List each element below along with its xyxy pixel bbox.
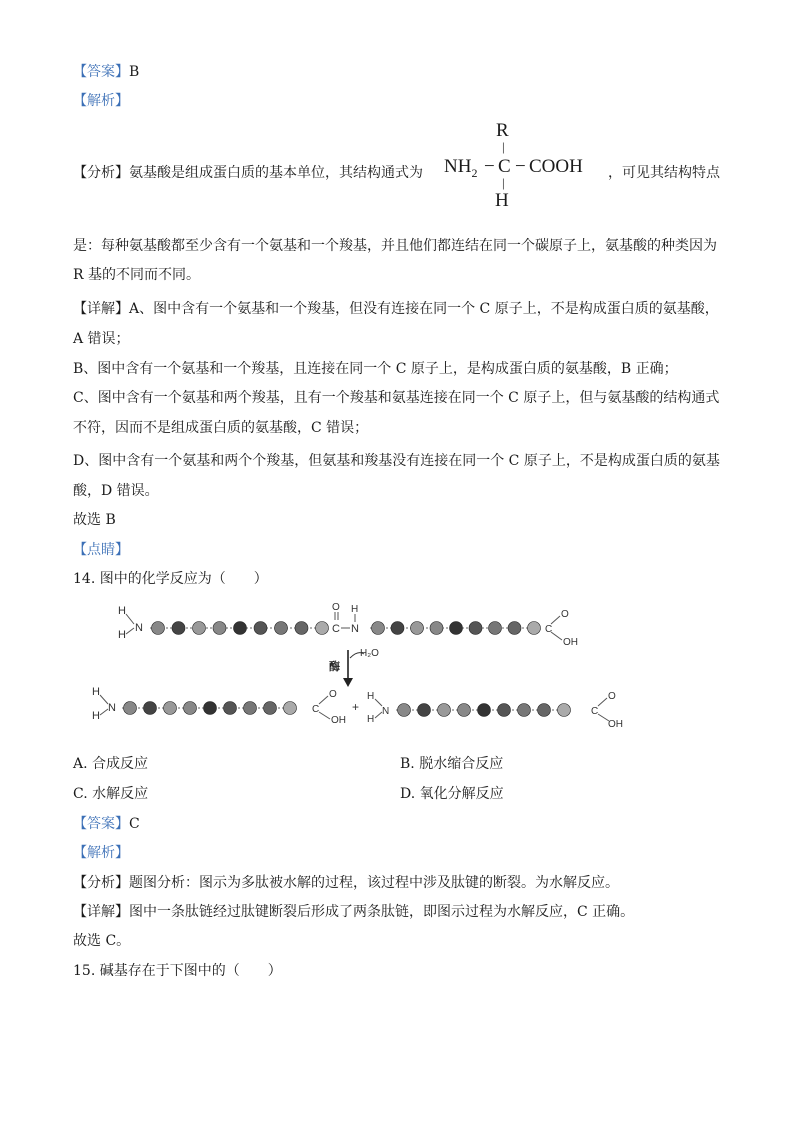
amino-acid-residue — [193, 622, 206, 635]
amino-acid-residue — [418, 704, 431, 717]
dianjing-label: 【点睛】 — [73, 542, 129, 558]
amino-acid-residue — [558, 704, 571, 717]
amino-acid-residue — [213, 622, 226, 635]
svg-text:C: C — [545, 624, 553, 635]
amino-acid-residue — [124, 702, 137, 715]
question-14-stem: 14. 图中的化学反应为（ ） — [73, 571, 268, 587]
product-2-carboxyl-end — [591, 691, 623, 730]
formula-carboxyl-group: COOH — [529, 156, 583, 177]
formula-amino-group: $NH_2$ — [444, 156, 478, 180]
formula-dash-left: − — [484, 156, 495, 177]
peptide-bond — [332, 602, 359, 635]
amino-acid-residue — [164, 702, 177, 715]
amino-acid-residue — [391, 622, 404, 635]
amino-acid-residue — [204, 702, 217, 715]
detail-line-c1: C、图中含有一个氨基和两个羧基，且有一个羧基和氨基连接在同一个 C 原子上，但与氨基酸的结构通式 — [73, 390, 720, 406]
product-2-amino-end — [367, 691, 389, 725]
peptide-hydrolysis-diagram — [88, 598, 648, 748]
amino-acid-residue — [264, 702, 277, 715]
question-15-stem: 15. 碱基存在于下图中的（ ） — [73, 963, 282, 979]
amino-acid-residue — [430, 622, 443, 635]
fenxi-label: 【分析】 — [73, 875, 129, 891]
amino-acid-residue — [411, 622, 424, 635]
fenxi-line-14: 【分析】题图分析：图示为多肽被水解的过程，该过程中涉及肽键的断裂。为水解反应。 — [73, 875, 619, 891]
formula-central-carbon: C — [498, 156, 511, 177]
water-label: H₂O — [360, 648, 379, 659]
fenxi-line-2: 是：每种氨基酸都至少含有一个氨基和一个羧基，并且他们都连结在同一个碳原子上，氨基酸的种类因为 — [73, 238, 717, 254]
formula-dash-right: − — [515, 156, 526, 177]
amino-acid-residue — [438, 704, 451, 717]
svg-text:C: C — [591, 706, 599, 717]
amino-acid-residue — [295, 622, 308, 635]
amino-acid-residue — [144, 702, 157, 715]
svg-text:OH: OH — [608, 719, 623, 730]
amino-acid-residue — [224, 702, 237, 715]
svg-text:C: C — [312, 704, 320, 715]
fenxi-line-3: R 基的不同而不同。 — [73, 267, 200, 283]
product-2-residues — [396, 704, 572, 717]
analysis-label: 【解析】 — [73, 845, 129, 861]
product-1-carboxyl-end — [312, 689, 346, 726]
svg-text:H: H — [367, 714, 375, 725]
amino-acid-residue — [184, 702, 197, 715]
formula-bond-bottom: | — [502, 175, 505, 190]
amino-acid-residue — [489, 622, 502, 635]
amino-acid-residue — [518, 704, 531, 717]
answer-label: 【答案】 — [73, 816, 129, 832]
amino-acid-residue — [508, 622, 521, 635]
svg-text:H: H — [118, 605, 126, 617]
amino-acid-residue — [234, 622, 247, 635]
answer-line-13 — [73, 62, 139, 82]
amino-acid-residue — [254, 622, 267, 635]
detail-line-a2: A 错误； — [73, 331, 130, 347]
svg-text:O: O — [332, 602, 340, 613]
svg-text:H: H — [118, 629, 126, 641]
option-d: D. 氧化分解反应 — [400, 786, 504, 802]
svg-text:N: N — [108, 702, 116, 714]
detail-label: 【详解】 — [73, 904, 129, 920]
detail-line-d2: 酸，D 错误。 — [73, 483, 159, 499]
amino-acid-residue — [284, 702, 297, 715]
svg-text:O: O — [561, 609, 569, 620]
product-1-amino-end — [92, 686, 116, 722]
amino-acid-residue — [372, 622, 385, 635]
svg-text:O: O — [329, 689, 337, 700]
detail-line-b: B、图中含有一个氨基和一个羧基，且连接在同一个 C 原子上，是构成蛋白质的氨基酸，B 正确； — [73, 361, 678, 377]
top-chain-right-residues — [370, 622, 542, 635]
amino-acid-residue — [172, 622, 185, 635]
svg-text:O: O — [608, 691, 616, 702]
amino-acid-residue — [469, 622, 482, 635]
formula-r-group: R — [496, 120, 509, 141]
svg-text:H: H — [92, 686, 100, 698]
detail-line-d1: D、图中含有一个氨基和两个个羧基，但氨基和羧基没有连接在同一个 C 原子上，不是构成蛋白质的氨基 — [73, 453, 720, 469]
fenxi-text: 氨基酸是组成蛋白质的基本单位，其结构通式为 — [129, 165, 423, 181]
svg-text:H: H — [367, 691, 375, 702]
amino-acid-residue — [478, 704, 491, 717]
formula-bond-top: | — [502, 139, 505, 154]
svg-text:C: C — [332, 623, 340, 635]
svg-text:N: N — [351, 623, 359, 635]
choose-line-13: 故选 B — [73, 512, 116, 528]
amino-acid-residue — [538, 704, 551, 717]
amino-acid-residue — [316, 622, 329, 635]
amino-acid-residue — [244, 702, 257, 715]
answer-value: C — [129, 816, 140, 832]
product-1-residues — [122, 702, 298, 715]
formula-hydrogen: H — [495, 190, 509, 211]
svg-text:N: N — [135, 622, 143, 634]
amino-acid-residue — [398, 704, 411, 717]
fenxi-label: 【分析】 — [73, 165, 129, 181]
reaction-arrow — [329, 648, 379, 687]
option-c: C. 水解反应 — [73, 786, 149, 802]
choose-line-14: 故选 C。 — [73, 933, 131, 949]
detail-line-a1: 【详解】A、图中含有一个氨基和一个羧基，但没有连接在同一个 C 原子上，不是构成蛋白质的氨基酸， — [73, 301, 719, 317]
option-a: A. 合成反应 — [73, 756, 149, 772]
amino-acid-structural-formula — [440, 120, 610, 215]
answer-value: B — [129, 64, 140, 80]
top-chain-carboxyl-end — [545, 609, 578, 648]
analysis-label: 【解析】 — [73, 93, 129, 109]
svg-text:OH: OH — [563, 637, 578, 648]
amino-acid-residue — [498, 704, 511, 717]
amino-acid-residue — [152, 622, 165, 635]
amino-acid-residue — [275, 622, 288, 635]
answer-line-14 — [73, 814, 140, 834]
option-b: B. 脱水缩合反应 — [400, 756, 504, 772]
svg-text:OH: OH — [331, 715, 346, 726]
amino-acid-residue — [528, 622, 541, 635]
svg-text:H: H — [92, 710, 100, 722]
plus-sign: + — [352, 700, 360, 714]
detail-line-14: 【详解】图中一条肽链经过肽键断裂后形成了两条肽链，即图示过程为水解反应，C 正确。 — [73, 904, 635, 920]
fenxi-line-13 — [73, 163, 423, 183]
fenxi-text-after: ，可见其结构特点 — [608, 165, 720, 181]
enzyme-label: 酶 — [329, 661, 340, 673]
svg-text:H: H — [351, 604, 359, 615]
amino-acid-residue — [458, 704, 471, 717]
detail-label: 【详解】 — [73, 301, 129, 317]
top-chain-amino-end — [118, 605, 143, 641]
svg-text:N: N — [382, 706, 390, 717]
amino-acid-residue — [450, 622, 463, 635]
top-chain-left-residues — [150, 622, 330, 635]
answer-label: 【答案】 — [73, 64, 129, 80]
detail-line-c2: 不符，因而不是组成蛋白质的氨基酸，C 错误； — [73, 420, 369, 436]
